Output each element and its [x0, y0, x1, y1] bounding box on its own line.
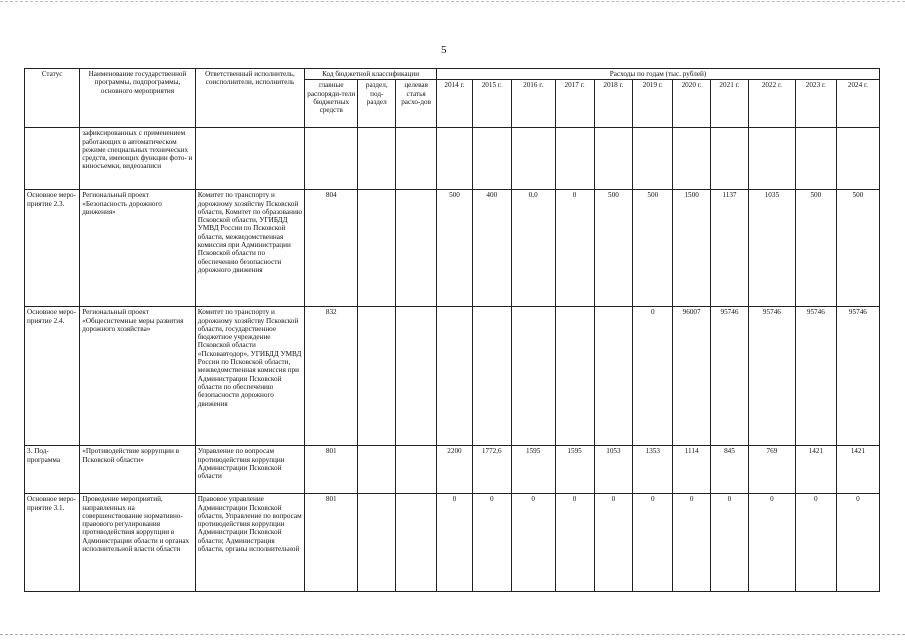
row-grbs: 832: [305, 307, 358, 446]
row-executor: [195, 128, 304, 190]
row-name: зафиксированных с применением работающих в автоматическом режиме специальных технических средств, имеющих функции фото- и киносъемки, видеозаписи: [80, 128, 196, 190]
row-value: [633, 128, 673, 190]
row-value: [472, 128, 511, 190]
row-value: 1053: [594, 446, 633, 494]
row-value: 95746: [795, 307, 836, 446]
row-value: 0: [795, 494, 836, 592]
row-value: [555, 128, 594, 190]
row-value: [511, 307, 555, 446]
row-value: 96007: [673, 307, 711, 446]
header-cs: целевая статья расхо-дов: [396, 80, 437, 128]
header-year: 2019 г.: [633, 80, 673, 128]
row-value: 95746: [748, 307, 795, 446]
header-year: 2024 г.: [836, 80, 879, 128]
row-value: 1137: [711, 190, 749, 307]
row-value: 1500: [673, 190, 711, 307]
row-value: [836, 128, 879, 190]
top-scan-edge: [0, 1, 905, 2]
bottom-scan-edge: [0, 634, 905, 635]
row-value: 0: [836, 494, 879, 592]
row-cs: [396, 494, 437, 592]
row-value: 0: [594, 494, 633, 592]
row-value: 500: [633, 190, 673, 307]
row-value: [472, 307, 511, 446]
row-value: 500: [836, 190, 879, 307]
row-value: 2200: [437, 446, 473, 494]
header-row-1: [25, 69, 880, 80]
table-row: [25, 446, 880, 494]
row-value: 1114: [673, 446, 711, 494]
header-expenses: Расходы по годам (тыс. рублей): [437, 69, 880, 80]
row-executor: Комитет по транспорту и дорожному хозяйству Псковской области, государственное бюджетное учреждение Псковской области «Псковавтодор», УГИБДД УМВД России по Псковской области, межведомственная комиссия при Администрации Псковской области по обеспечению безопасности дорожного движения: [195, 307, 304, 446]
row-name: «Противодействие коррупции в Псковской области»: [80, 446, 196, 494]
header-year: 2018 г.: [594, 80, 633, 128]
header-name: Наименование государственной программы, подпрограммы, основного мероприятия: [80, 69, 196, 128]
row-value: 769: [748, 446, 795, 494]
header-year: 2016 г.: [511, 80, 555, 128]
header-year: 2021 г.: [711, 80, 749, 128]
row-value: 0: [673, 494, 711, 592]
row-grbs: [305, 128, 358, 190]
row-cs: [396, 190, 437, 307]
row-value: 400: [472, 190, 511, 307]
row-grbs: 801: [305, 494, 358, 592]
row-value: 1595: [511, 446, 555, 494]
row-value: [673, 128, 711, 190]
row-value: 1421: [795, 446, 836, 494]
header-year: 2017 г.: [555, 80, 594, 128]
row-status: Основное меро-приятие 2.4.: [25, 307, 80, 446]
row-razdel: [358, 190, 396, 307]
table-row: [25, 494, 880, 592]
row-status: 3. Под-программа: [25, 446, 80, 494]
row-grbs: 801: [305, 446, 358, 494]
header-budget-code: Код бюджетной классификации: [305, 69, 437, 80]
row-status: Основное меро-приятие 3.1.: [25, 494, 80, 592]
header-status: Статус: [25, 69, 80, 128]
row-name: Региональный проект «Общесистемные меры развития дорожного хозяйства»: [80, 307, 196, 446]
row-value: 0: [711, 494, 749, 592]
row-value: 500: [594, 190, 633, 307]
row-grbs: 804: [305, 190, 358, 307]
row-status: [25, 128, 80, 190]
row-status: Основное меро-приятие 2.3.: [25, 190, 80, 307]
header-executor: Ответственный исполнитель, соисполнители, исполнитель: [195, 69, 304, 128]
row-value: 0,0: [511, 190, 555, 307]
row-cs: [396, 128, 437, 190]
table-row: [25, 190, 880, 307]
row-value: 0: [633, 307, 673, 446]
row-value: 0: [472, 494, 511, 592]
row-value: [795, 128, 836, 190]
row-razdel: [358, 446, 396, 494]
row-value: [437, 128, 473, 190]
budget-table: [24, 68, 880, 592]
row-razdel: [358, 128, 396, 190]
header-year: 2020 г.: [673, 80, 711, 128]
row-value: 1353: [633, 446, 673, 494]
row-value: 1772,6: [472, 446, 511, 494]
header-year: 2022 г.: [748, 80, 795, 128]
row-value: 0: [555, 190, 594, 307]
row-value: 0: [555, 494, 594, 592]
table-row: [25, 128, 880, 190]
row-value: [594, 128, 633, 190]
row-value: [711, 128, 749, 190]
row-value: 0: [633, 494, 673, 592]
row-value: [555, 307, 594, 446]
row-value: [437, 307, 473, 446]
row-executor: Правовое управление Администрации Псковской области, Управление по вопросам противодействия коррупции Администрации Псковской области; Администрация области, органы исполнительной: [195, 494, 304, 592]
row-value: 500: [437, 190, 473, 307]
row-value: 0: [511, 494, 555, 592]
row-value: 95746: [836, 307, 879, 446]
row-value: 0: [748, 494, 795, 592]
row-razdel: [358, 494, 396, 592]
row-executor: Управление по вопросам противодействия коррупции Администрации Псковской области: [195, 446, 304, 494]
header-razdel: раздел, под-раздел: [358, 80, 396, 128]
row-executor: Комитет по транспорту и дорожному хозяйству Псковской области, Комитет по образованию Псковской области, УГИБДД УМВД России по Псковской области, межведомственная комиссия при Администрации Псковской области по обеспечению безопасности дорожного движения: [195, 190, 304, 307]
header-year: 2014 г.: [437, 80, 473, 128]
row-value: [748, 128, 795, 190]
row-cs: [396, 307, 437, 446]
row-razdel: [358, 307, 396, 446]
row-value: [594, 307, 633, 446]
page-number: 5: [441, 44, 447, 56]
header-grbs: главные распоряди-тели бюджетных средств: [305, 80, 358, 128]
row-value: 95746: [711, 307, 749, 446]
row-value: 1595: [555, 446, 594, 494]
header-year: 2023 г.: [795, 80, 836, 128]
row-value: 0: [437, 494, 473, 592]
table-row: [25, 307, 880, 446]
row-value: 500: [795, 190, 836, 307]
row-name: Региональный проект «Безопасность дорожного движения»: [80, 190, 196, 307]
row-value: 1421: [836, 446, 879, 494]
row-value: [511, 128, 555, 190]
header-year: 2015 г.: [472, 80, 511, 128]
row-cs: [396, 446, 437, 494]
row-name: Проведение мероприятий, направленных на совершенствование нормативно-правового регулирования противодействия коррупции в Администрации области и органах исполнительной власти области: [80, 494, 196, 592]
row-value: 845: [711, 446, 749, 494]
row-value: 1035: [748, 190, 795, 307]
